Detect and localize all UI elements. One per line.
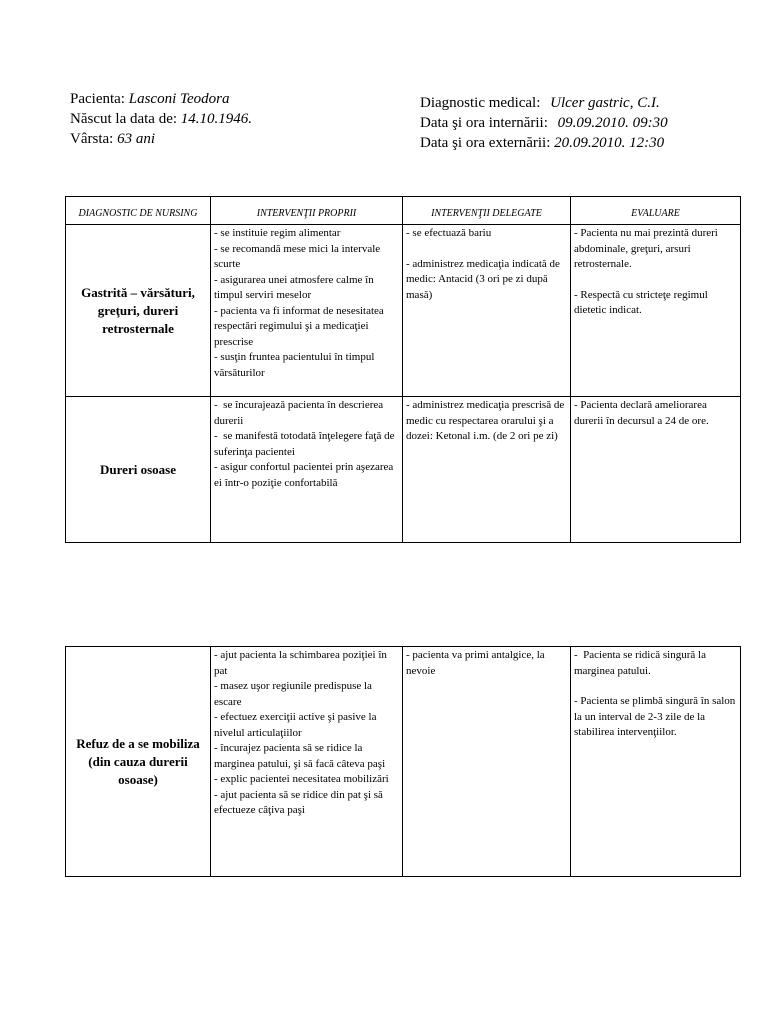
own-intervention-item: - se încurajează pacienta în descrierea durerii bbox=[214, 399, 386, 427]
own-intervention-item: - asigur confortul pacientei prin aşezarea ei într-o poziţie confortabilă bbox=[214, 461, 397, 489]
age-row bbox=[70, 129, 252, 149]
table-row bbox=[66, 647, 741, 877]
birth-date: 14.10.1946. bbox=[180, 111, 253, 127]
evaluation-item: - Pacienta se ridică singură la marginea patului. bbox=[574, 649, 709, 677]
own-intervention-cell bbox=[211, 397, 403, 543]
evaluation-item: - Pacienta declară ameliorarea durerii în decursul a 24 de ore. bbox=[574, 399, 710, 427]
own-intervention-item: - ajut pacienta la schimbarea poziţiei în pat bbox=[214, 649, 390, 677]
nursing-diagnosis-cell: Refuz de a se mobiliza (din cauza durerii osoase) bbox=[66, 647, 211, 877]
evaluation-cell bbox=[571, 225, 741, 397]
header-delegated-interventions: INTERVENŢII DELEGATE bbox=[403, 197, 571, 225]
diagnosis-label: Diagnostic medical: bbox=[420, 95, 541, 111]
header-own-interventions: INTERVENŢII PROPRII bbox=[211, 197, 403, 225]
own-intervention-item: - încurajez pacienta să se ridice la marginea patului, şi să facă câteva paşi bbox=[214, 742, 386, 770]
discharge-date-label: Data şi ora externării: bbox=[420, 135, 551, 151]
age-value: 63 ani bbox=[117, 131, 155, 147]
table-row bbox=[66, 397, 741, 543]
own-intervention-cell bbox=[211, 225, 403, 397]
evaluation-item bbox=[574, 679, 737, 694]
admission-date-row bbox=[420, 113, 668, 133]
header-evaluation: EVALUARE bbox=[571, 197, 741, 225]
admission-date-value: 09.09.2010. 09:30 bbox=[557, 115, 668, 131]
age-label: Vârsta: bbox=[70, 131, 114, 147]
own-intervention-item: - asigurarea unei atmosfere calme în timpul serviri meselor bbox=[214, 273, 377, 301]
own-intervention-item: - susţin fruntea pacientului în timpul vărsăturilor bbox=[214, 351, 378, 379]
header-nursing-diagnosis: DIAGNOSTIC DE NURSING bbox=[66, 197, 211, 225]
delegated-intervention-item bbox=[406, 242, 567, 257]
patient-name: Lasconi Teodora bbox=[128, 91, 230, 107]
nursing-diagnosis-cell: Dureri osoase bbox=[66, 397, 211, 543]
own-intervention-item: - pacienta va fi informat de nesesitatea respectări regimului şi a medicaţiei prescrise bbox=[214, 304, 387, 348]
delegated-intervention-item: - administrez medicaţia indicată de medic: Antacid (3 ori pe zi după masă) bbox=[406, 257, 563, 301]
diagnosis-value: Ulcer gastric, C.I. bbox=[550, 95, 660, 111]
own-intervention-item: - efectuez exerciţii active şi pasive la nivelul articulaţiilor bbox=[214, 711, 380, 739]
own-intervention-item: - se recomandă mese mici la intervale scurte bbox=[214, 242, 383, 270]
delegated-intervention-cell bbox=[403, 397, 571, 543]
own-intervention-item: - masez uşor regiunile predispuse la escare bbox=[214, 680, 375, 708]
nursing-care-table bbox=[65, 196, 741, 543]
discharge-date-value: 20.09.2010. 12:30 bbox=[554, 135, 665, 151]
own-intervention-item: - se manifestă totodată înţelegere faţă de suferinţa pacientei bbox=[214, 430, 398, 458]
patient-name-label: Pacienta: bbox=[70, 91, 125, 107]
delegated-intervention-cell bbox=[403, 225, 571, 397]
own-intervention-item: - se instituie regim alimentar bbox=[214, 227, 341, 239]
evaluation-cell bbox=[571, 647, 741, 877]
admission-info bbox=[420, 93, 668, 153]
table-row bbox=[66, 225, 741, 397]
admission-date-label: Data şi ora internării: bbox=[420, 115, 548, 131]
table-body bbox=[66, 225, 741, 543]
delegated-intervention-cell bbox=[403, 647, 571, 877]
evaluation-item: - Respectă cu stricteţe regimul dietetic indicat. bbox=[574, 288, 711, 316]
table-header-row bbox=[66, 197, 741, 225]
evaluation-item bbox=[574, 273, 737, 288]
birth-date-row bbox=[70, 109, 252, 129]
evaluation-cell bbox=[571, 397, 741, 543]
evaluation-item: - Pacienta se plimbă singură în salon la un interval de 2-3 zile de la stabilirea intervenţiilor. bbox=[574, 695, 739, 738]
own-intervention-cell bbox=[211, 647, 403, 877]
patient-name-row bbox=[70, 89, 252, 109]
diagnosis-row bbox=[420, 93, 668, 113]
own-intervention-item: - ajut pacienta să se ridice din pat şi să efectueze câţiva paşi bbox=[214, 788, 386, 816]
delegated-intervention-item: - pacienta va primi antalgice, la nevoie bbox=[406, 649, 548, 677]
patient-info bbox=[70, 89, 252, 149]
own-intervention-item: - explic pacientei necesitatea mobilizări bbox=[214, 773, 389, 785]
birth-date-label: Născut la data de: bbox=[70, 111, 178, 127]
discharge-date-row bbox=[420, 133, 668, 153]
evaluation-item: - Pacienta nu mai prezintă dureri abdominale, greţuri, arsuri retrosternale. bbox=[574, 227, 721, 270]
delegated-intervention-item: - se efectuază bariu bbox=[406, 227, 492, 239]
nursing-care-table-continued bbox=[65, 646, 741, 877]
nursing-diagnosis-cell: Gastrită – vărsături, greţuri, dureri retrosternale bbox=[66, 225, 211, 397]
delegated-intervention-item: - administrez medicaţia prescrisă de medic cu respectarea orarului şi a dozei: Ketonal i.m. (de 2 ori pe zi) bbox=[406, 399, 567, 442]
table-body bbox=[66, 647, 741, 877]
